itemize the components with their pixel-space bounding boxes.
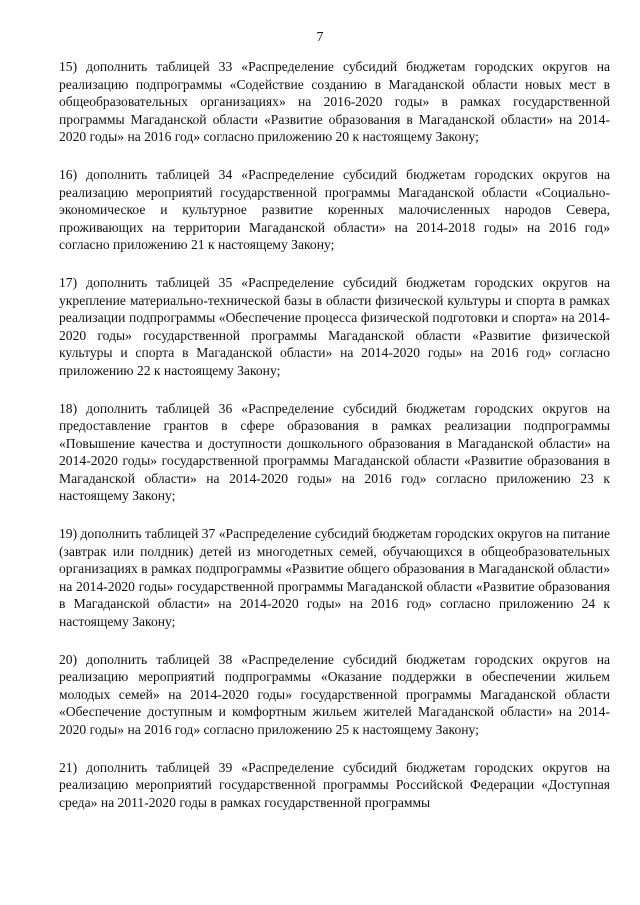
paragraph-item-16: 16) дополнить таблицей 34 «Распределение субсидий бюджетам городских округов на реализацию мероприятий государственной программы Магаданской области «Социально-экономическое и культурное развитие коренных малочисленных народов Севера, проживающих на территории Магаданской области» на 2014-2018 годы» на 2016 год» согласно приложению 21 к настоящему Закону; [59,167,610,252]
paragraph-item-21: 21) дополнить таблицей 39 «Распределение субсидий бюджетам городских округов на реализацию мероприятий государственной программы Российской Федерации «Доступная среда» на 2011-2020 годы в рамках государственной программы [59,759,610,810]
paragraph-item-20: 20) дополнить таблицей 38 «Распределение субсидий бюджетам городских округов на реализацию мероприятий подпрограммы «Оказание поддержки в обеспечении жильем молодых семей» на 2014-2020 годы» государственной программы Магаданской области «Обеспечение доступным и комфортным жильем жителей Магаданской области» на 2014-2020 годы» на 2016 год» согласно приложению 25 к настоящему Закону; [59,651,610,737]
paragraph-item-17: 17) дополнить таблицей 35 «Распределение субсидий бюджетам городских округов на укрепление материально-технической базы в области физической культуры и спорта в рамках реализации подпрограммы «Обеспечение процесса физической подготовки и спорта» на 2014-2020 годы» государственной программы Магаданской области «Развитие физической культуры и спорта в Магаданской области» на 2014-2020 годы» на 2016 год» согласно приложению 22 к настоящему Закону; [59,275,610,378]
paragraph-item-19: 19) дополнить таблицей 37 «Распределение субсидий бюджетам городских округов на питание (завтрак или полдник) детей из многодетных семей, обучающихся в общеобразовательных организациях в рамках подпрограммы «Развитие общего образования в Магаданской области» на 2014-2020 годы» государственной программы Магаданской области «Развитие образования в Магаданской области» на 2014-2020 годы» на 2016 год» согласно приложению 24 к настоящему Закону; [59,526,610,629]
paragraph-item-15: 15) дополнить таблицей 33 «Распределение субсидий бюджетам городских округов на реализацию подпрограммы «Содействие созданию в Магаданской области новых мест в общеобразовательных организациях» на 2016-2020 годы» в рамках государственной программы Магаданской области «Развитие образования в Магаданской области» на 2014-2020 годы» на 2016 год» согласно приложению 20 к настоящему Закону; [59,59,610,144]
page-number: 7 [316,30,324,45]
document-body [59,58,610,832]
paragraph-item-18: 18) дополнить таблицей 36 «Распределение субсидий бюджетам городских округов на предоставление грантов в сфере образования в рамках реализации подпрограммы «Повышение качества и доступности дошкольного образования в Магаданской области» на 2014-2020 годы» государственной программы Магаданской области «Развитие образования в Магаданской области» на 2014-2020 годы» на 2016 год» согласно приложению 23 к настоящему Закону; [59,400,610,503]
